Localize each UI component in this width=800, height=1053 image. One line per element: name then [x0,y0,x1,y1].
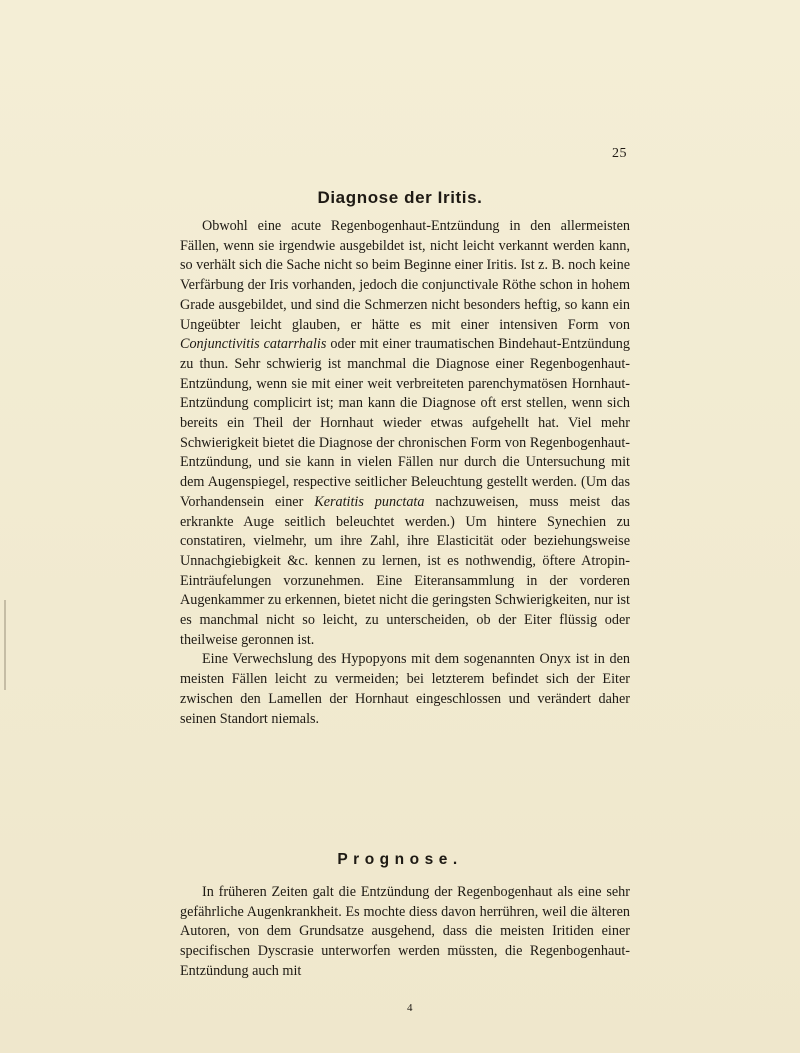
text-run: nachzuweisen, muss meist das erkrankte Auge seitlich beleuchtet werden.) Um hintere Synechien zu constatiren, vielmehr, um ihre Zahl, ihre Elasticität oder beziehungsweise Unnachgiebigkeit &c. kennen zu lernen, ist es nothwendig, öftere Atropin-Einträufelungen vorzunehmen. Eine Eiteransammlung in der vorderen Augenkammer zu erkennen, bietet nicht die geringsten Schwierigkeiten, nur ist es manchmal nicht so leicht, zu unterscheiden, ob der Eiter flüssig oder theilweise geronnen ist. [180,493,631,648]
paragraph [180,883,630,982]
paragraph [180,217,630,650]
page-number: 25 [612,146,627,161]
text-run: oder mit einer traumatischen Bindehaut-Entzündung zu thun. Sehr schwierig ist manchmal die Diagnose einer Regenbogenhaut-Entzündung, wenn sie mit einer weit verbreiteten parenchymatösen Hornhaut-Entzündung complicirt ist; man kann die Diagnose oft erst stellen, wenn sich bereits ein Theil der Hornhaut wieder etwas aufgehellt hat. Viel mehr Schwierigkeit bietet die Diagnose der chronischen Form von Regenbogenhaut-Entzündung, und sie kann in vielen Fällen nur durch die Untersuchung mit dem Augenspiegel, respective seitlicher Beleuchtung gestellt werden. (Um das Vorhandensein einer [180,336,630,510]
paragraph [180,650,630,729]
text-run: Eine Verwechslung des Hypopyons mit dem sogenannten Onyx ist in den meisten Fällen leicht zu vermeiden; bei letzterem befindet sich der Eiter zwischen den Lamellen der Hornhaut eingeschlossen und verändert daher seinen Standort niemals. [180,651,630,727]
section-heading-prognose: Prognose. [337,851,463,868]
section-body-prognose [180,883,630,982]
section-body-diagnose [180,217,630,729]
section-heading-diagnose: Diagnose der Iritis. [317,188,483,207]
italic-term: Conjunctivitis catarrhalis [180,336,327,353]
italic-term: Keratitis punctata [314,493,425,510]
text-run: Obwohl eine acute Regenbogenhaut-Entzündung in den allermeisten Fällen, wenn sie irgendwie ausgebildet ist, nicht leicht verkannt werden kann, so verhält sich die Sache nicht so beim Beginne einer Iritis. Ist z. B. noch keine Verfärbung der Iris vorhanden, jedoch die conjunctivale Röthe schon in hohem Grade ausgebildet, und sind die Schmerzen nicht besonders heftig, so kann ein Ungeübter leicht glauben, er hätte es mit einer intensiven Form von [180,218,630,333]
text-run: In früheren Zeiten galt die Entzündung der Regenbogenhaut als eine sehr gefährliche Augenkrankheit. Es mochte diess davon herrühren, weil die älteren Autoren, von dem Grundsatze ausgehend, dass die meisten Iritiden einer specifischen Dyscrasie unterworfen werden müssten, die Regenbogenhaut-Entzündung auch mit [180,884,630,979]
page-edge-mark [4,600,6,690]
signature-mark: 4 [407,1002,413,1014]
